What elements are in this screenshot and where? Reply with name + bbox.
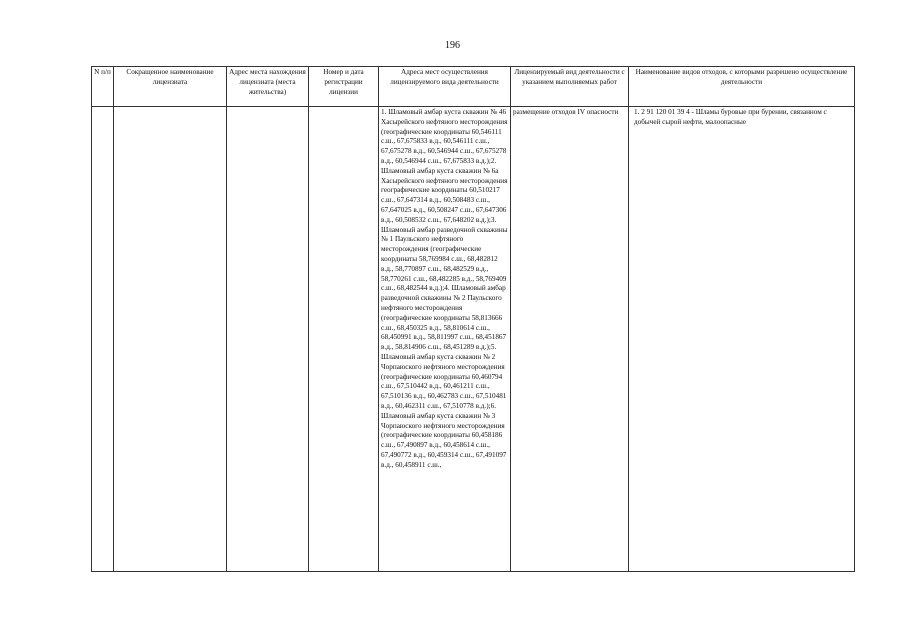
header-waste-types: Наименование видов отходов, с которыми разрешено осуществление деятельности — [629, 67, 855, 107]
cell-waste-types: 1. 2 91 120 01 39 4 - Шламы буровые при бурении, связанном с добычей сырой нефти, малоопасные — [629, 107, 855, 572]
license-register-table — [91, 66, 855, 572]
cell-activity-addresses: 1. Шламовый амбар куста скважин № 46 Хасырейского нефтяного месторождения (географические координаты 60,546111 с.ш., 67,675833 в.д., 60,546111 с.ш., 67,675278 в.д., 60,546944 с.ш., 67,675278 в.д., 60,546944 с.ш., 67,675833 в.д.);2. Шламовый амбар куста скважин № 6а Хасырейского нефтяного месторождения географические координаты 60,510217 с.ш., 67,647314 в.д., 60,508483 с.ш., 67,647025 в.д., 60,508247 с.ш., 67,647306 в.д., 60,508532 с.ш., 67,648202 в.д.);3. Шламовый амбар разведочной скважины № 1 Паульского нефтяного месторождения (географические координаты 58,769984 с.ш., 68,482812 в.д., 58,770897 с.ш., 68,482529 в.д., 58,770261 с.ш., 68,482285 в.д., 58,769409 с.ш., 68,482544 в.д.);4. Шламовый амбар разведочной скважины № 2 Паульского нефтяного месторождения (географические координаты 58,813666 с.ш., 68,450325 в.д., 58,810614 с.ш., 68,450991 в.д., 58,811997 с.ш., 68,451867 в.д., 58,814906 с.ш., 68,451289 в.д.);5. Шламовый амбар куста скважин № 2 Чорпаюского нефтяного месторождения (географические координаты 60,460794 с.ш., 67,510442 в.д., 60,461211 с.ш., 67,510136 в.д., 60,462783 с.ш., 67,510481 в.д., 60,462311 с.ш., 67,510778 в.д.);6. Шламовый амбар куста скважин № 3 Чорпаюского нефтяного месторождения (географические координаты 60,458186 с.ш., 67,490897 в.д., 60,458614 с.ш., 67,490772 в.д., 60,459314 с.ш., 67,491097 в.д., 60,458911 с.ш., — [379, 107, 511, 572]
cell-number — [92, 107, 114, 572]
cell-licensee-address — [227, 107, 309, 572]
table-header-row — [92, 67, 855, 107]
header-activity-addresses: Адреса мест осуществления лицензируемого вида деятельности — [379, 67, 511, 107]
header-licensee-address: Адрес места нахождения лицензиата (места жительства) — [227, 67, 309, 107]
cell-activity-type: размещение отходов IV опасности — [511, 107, 629, 572]
page-number: 196 — [445, 40, 460, 51]
header-number: N п/п — [92, 67, 114, 107]
cell-licensee-name — [114, 107, 227, 572]
header-license-registration: Номер и дата регистрации лицензии — [309, 67, 379, 107]
header-licensee-name: Сокращенное наименование лицензиата — [114, 67, 227, 107]
header-activity-type: Лицензируемый вид деятельности с указанием выполняемых работ — [511, 67, 629, 107]
cell-license-registration — [309, 107, 379, 572]
table-row — [92, 107, 855, 572]
